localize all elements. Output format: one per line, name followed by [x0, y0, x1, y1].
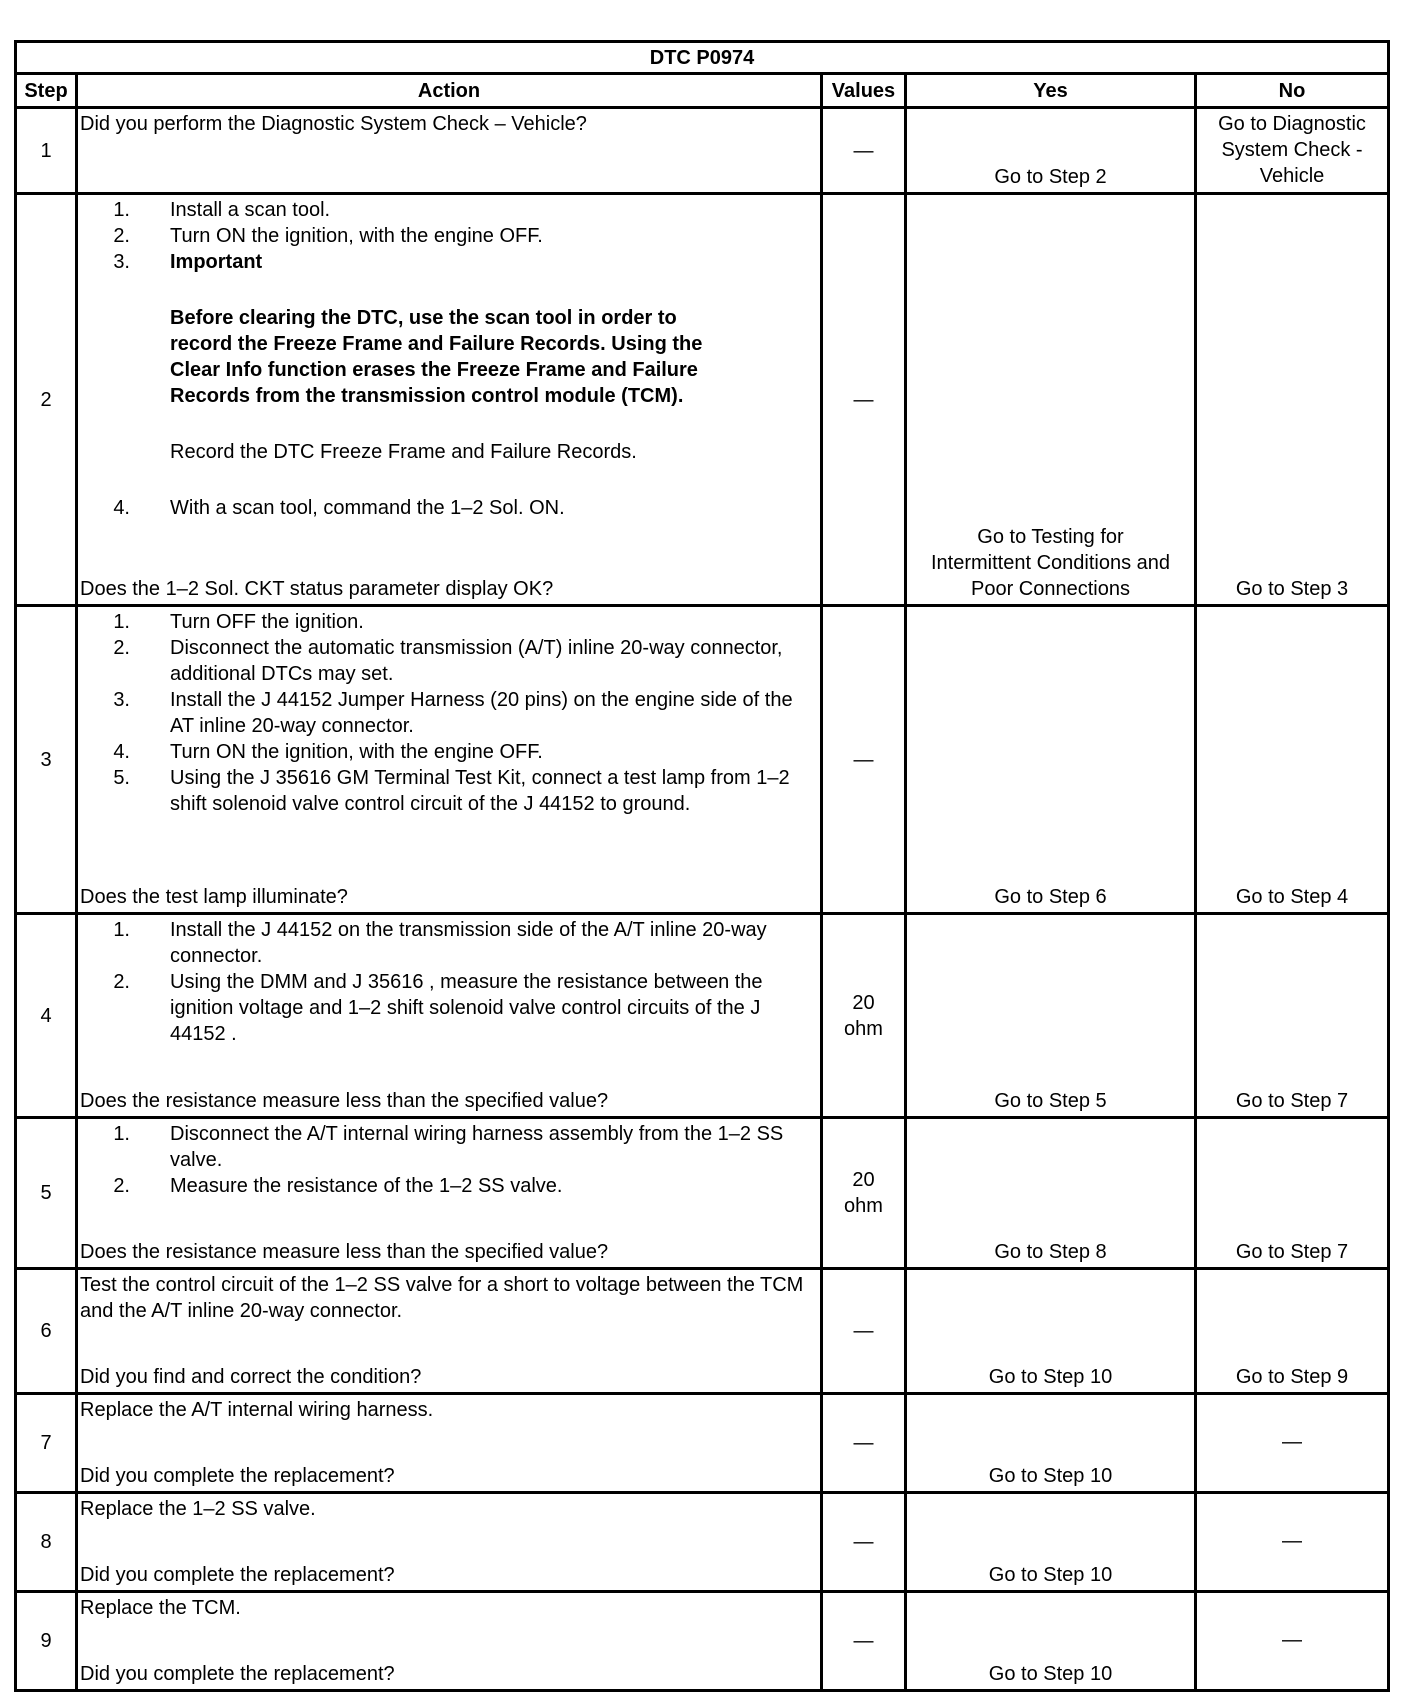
no-cell: Go to Step 3	[1196, 194, 1389, 606]
action-cell	[77, 914, 822, 1118]
action-text: Replace the 1–2 SS valve.	[80, 1498, 316, 1520]
record-note: Record the DTC Freeze Frame and Failure Records.	[170, 441, 637, 463]
list-item: 1. Turn OFF the ignition.	[113, 611, 364, 633]
header-step: Step	[16, 74, 77, 108]
yes-cell: Go to Step 10	[906, 1592, 1196, 1691]
no-cell: Go to Step 4	[1196, 606, 1389, 914]
header-values: Values	[822, 74, 906, 108]
yes-cell: Go to Step 8	[906, 1118, 1196, 1269]
question-text: Does the test lamp illuminate?	[80, 886, 348, 908]
value-cell: —	[822, 194, 906, 606]
header-yes: Yes	[906, 74, 1196, 108]
no-cell: Go to Step 9	[1196, 1269, 1389, 1394]
step-number: 3	[16, 606, 77, 914]
list-item: 2. Using the DMM and J 35616 , measure the resistance between the ignition voltage and 1–2 shift solenoid valve control circuits of the J 44152 .	[113, 971, 763, 1045]
table-row	[16, 606, 1389, 914]
no-cell: —	[1196, 1394, 1389, 1493]
list-item: 2. Turn ON the ignition, with the engine OFF.	[113, 225, 543, 247]
action-cell	[77, 606, 822, 914]
table-title: DTC P0974	[16, 42, 1389, 74]
step-number: 7	[16, 1394, 77, 1493]
question-text: Does the 1–2 Sol. CKT status parameter display OK?	[80, 578, 554, 600]
step-number: 1	[16, 108, 77, 194]
header-row	[16, 74, 1389, 108]
yes-cell: Go to Step 10	[906, 1493, 1196, 1592]
value-cell: —	[822, 1592, 906, 1691]
step-number: 4	[16, 914, 77, 1118]
table-row	[16, 1118, 1389, 1269]
table-row	[16, 914, 1389, 1118]
value-cell: —	[822, 1394, 906, 1493]
table-row	[16, 1592, 1389, 1691]
yes-cell: Go to Step 10	[906, 1394, 1196, 1493]
step-number: 5	[16, 1118, 77, 1269]
yes-cell: Go to Step 2	[906, 108, 1196, 194]
important-note: Before clearing the DTC, use the scan tool in order to record the Freeze Frame and Failure Records. Using the Clear Info function erases the Freeze Frame and Failure Records from the transmission control module (TCM).	[170, 307, 703, 407]
action-cell	[77, 194, 822, 606]
action-cell	[77, 1493, 822, 1592]
no-line: System Check -	[1221, 138, 1363, 161]
diagnostic-table	[14, 40, 1390, 1692]
no-cell: Go to Step 7	[1196, 914, 1389, 1118]
table-row	[16, 194, 1389, 606]
action-cell	[77, 1269, 822, 1394]
value-cell: —	[822, 1269, 906, 1394]
header-action: Action	[77, 74, 822, 108]
value-cell: —	[822, 108, 906, 194]
title-row	[16, 42, 1389, 74]
action-text: Did you perform the Diagnostic System Check – Vehicle?	[80, 113, 587, 135]
action-cell	[77, 1394, 822, 1493]
instruction-list	[80, 609, 816, 817]
value-cell: —	[822, 606, 906, 914]
step-number: 9	[16, 1592, 77, 1691]
list-item: 2. Disconnect the automatic transmission (A/T) inline 20-way connector, additional DTCs may set.	[113, 637, 783, 685]
list-item: 1. Disconnect the A/T internal wiring harness assembly from the 1–2 SS valve.	[113, 1123, 784, 1171]
list-item: 5. Using the J 35616 GM Terminal Test Kit, connect a test lamp from 1–2 shift solenoid valve control circuit of the J 44152 to ground.	[113, 767, 790, 815]
list-item: 4. Turn ON the ignition, with the engine OFF.	[113, 741, 543, 763]
table-row	[16, 1269, 1389, 1394]
question-text: Does the resistance measure less than the specified value?	[80, 1241, 609, 1263]
no-cell: Go to Step 7	[1196, 1118, 1389, 1269]
list-item: 1. Install a scan tool.	[113, 199, 331, 221]
list-item: 4. With a scan tool, command the 1–2 Sol. ON.	[113, 497, 565, 519]
action-cell	[77, 1592, 822, 1691]
no-cell	[1196, 108, 1389, 194]
no-cell: —	[1196, 1493, 1389, 1592]
value-cell: —	[822, 1493, 906, 1592]
step-number: 6	[16, 1269, 77, 1394]
question-text: Did you complete the replacement?	[80, 1663, 395, 1685]
instruction-list	[80, 1121, 816, 1199]
header-no: No	[1196, 74, 1389, 108]
step-number: 2	[16, 194, 77, 606]
question-text: Does the resistance measure less than the specified value?	[80, 1090, 609, 1112]
yes-cell: Go to Step 5	[906, 914, 1196, 1118]
table-row	[16, 1394, 1389, 1493]
no-line: Vehicle	[1259, 164, 1325, 187]
yes-cell: Go to Testing for Intermittent Conditions and Poor Connections	[906, 194, 1196, 606]
instruction-list	[80, 197, 816, 275]
no-line: Go to Diagnostic	[1218, 112, 1366, 135]
table-row	[16, 108, 1389, 194]
action-text: Replace the TCM.	[80, 1597, 241, 1619]
yes-cell: Go to Step 6	[906, 606, 1196, 914]
question-text: Did you complete the replacement?	[80, 1465, 395, 1487]
list-item: 3. Important	[80, 249, 816, 275]
yes-cell: Go to Step 10	[906, 1269, 1196, 1394]
list-item: 3. Install the J 44152 Jumper Harness (20 pins) on the engine side of the AT inline 20-way connector.	[113, 689, 793, 737]
no-cell: —	[1196, 1592, 1389, 1691]
instruction-list	[80, 495, 816, 521]
value-cell: 20 ohm	[822, 914, 906, 1118]
step-number: 8	[16, 1493, 77, 1592]
action-cell	[77, 1118, 822, 1269]
instruction-list	[80, 917, 816, 1047]
table-row	[16, 1493, 1389, 1592]
action-text: Test the control circuit of the 1–2 SS valve for a short to voltage between the TCM and the A/T inline 20-way connector.	[80, 1274, 804, 1322]
value-cell: 20 ohm	[822, 1118, 906, 1269]
question-text: Did you find and correct the condition?	[80, 1366, 422, 1388]
important-label: Important	[170, 251, 263, 273]
action-cell	[77, 108, 822, 194]
action-text: Replace the A/T internal wiring harness.	[80, 1399, 434, 1421]
list-item: 2. Measure the resistance of the 1–2 SS valve.	[113, 1175, 563, 1197]
list-item: 1. Install the J 44152 on the transmission side of the A/T inline 20-way connector.	[113, 919, 767, 967]
question-text: Did you complete the replacement?	[80, 1564, 395, 1586]
